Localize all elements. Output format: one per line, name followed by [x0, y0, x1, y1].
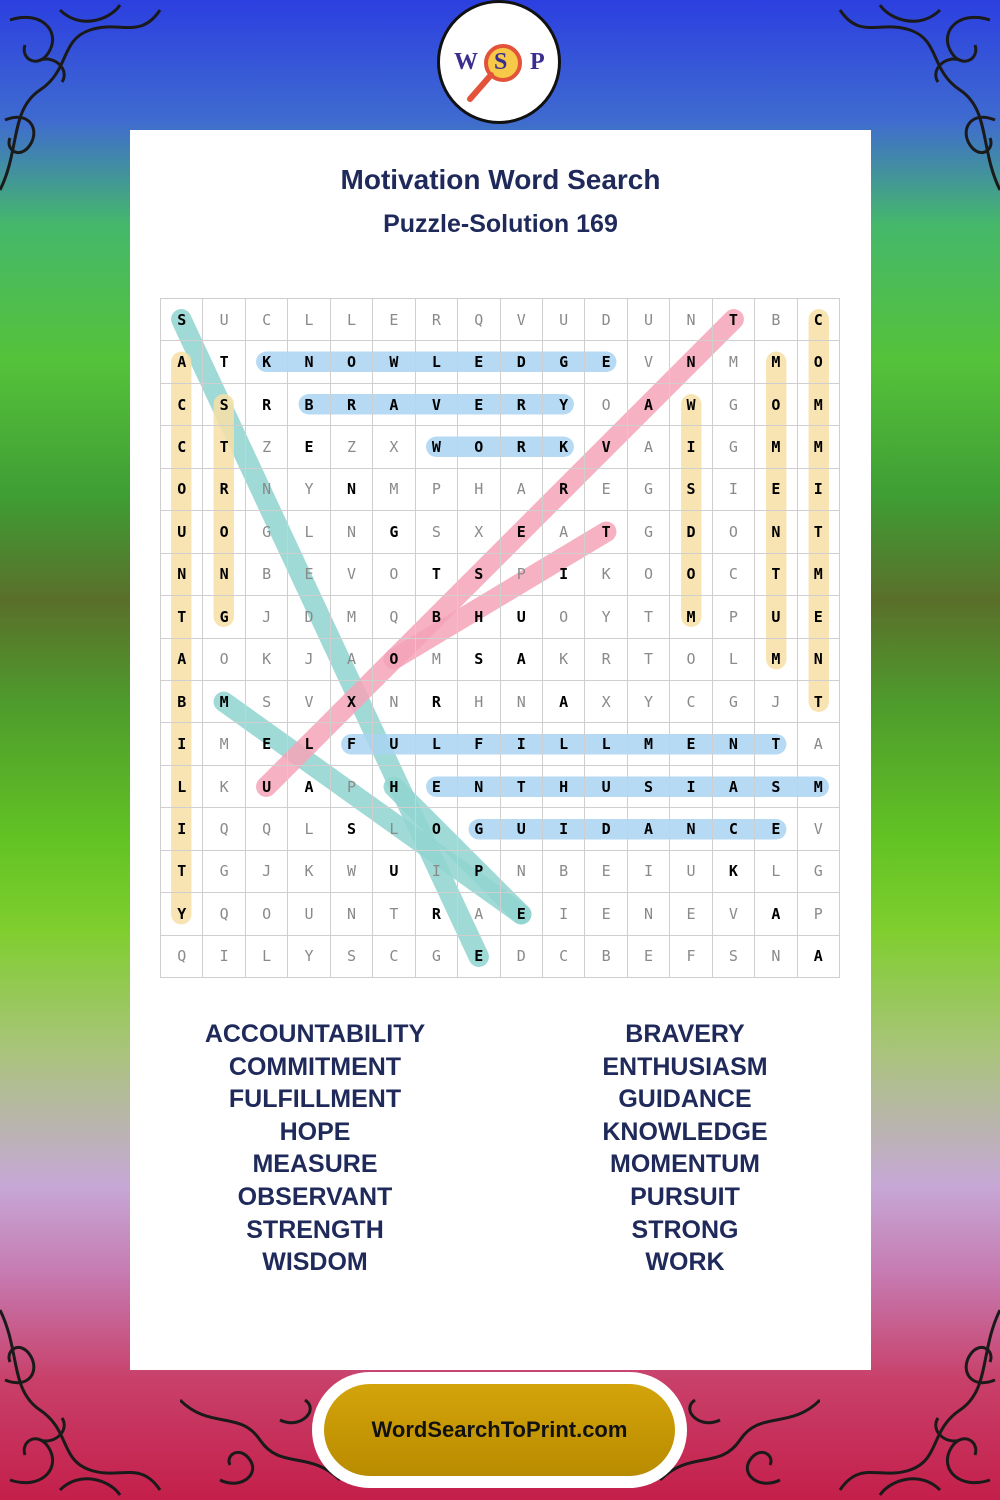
grid-cell[interactable]: L: [585, 723, 627, 765]
grid-cell[interactable]: X: [373, 426, 415, 468]
grid-cell[interactable]: E: [670, 893, 712, 935]
grid-cell[interactable]: U: [288, 893, 330, 935]
grid-cell[interactable]: K: [543, 639, 585, 681]
grid-cell[interactable]: I: [628, 851, 670, 893]
grid-cell[interactable]: M: [798, 554, 840, 596]
grid-cell[interactable]: A: [331, 639, 373, 681]
word-list-item: GUIDANCE: [618, 1085, 752, 1114]
grid-cell[interactable]: A: [755, 893, 797, 935]
grid-cell[interactable]: J: [246, 596, 288, 638]
grid-cell[interactable]: M: [713, 341, 755, 383]
grid-cell[interactable]: O: [798, 341, 840, 383]
grid-cell[interactable]: S: [161, 299, 203, 341]
grid-cell[interactable]: A: [543, 681, 585, 723]
grid-cell[interactable]: C: [373, 936, 415, 978]
grid-cell[interactable]: U: [501, 808, 543, 850]
grid-cell[interactable]: A: [161, 639, 203, 681]
grid-cell[interactable]: M: [373, 469, 415, 511]
grid-cell[interactable]: E: [458, 936, 500, 978]
grid-cell[interactable]: T: [203, 341, 245, 383]
grid-cell[interactable]: X: [458, 511, 500, 553]
grid-cell[interactable]: I: [543, 893, 585, 935]
grid-cell[interactable]: O: [161, 469, 203, 511]
grid-cell[interactable]: O: [416, 808, 458, 850]
grid-cell[interactable]: S: [331, 808, 373, 850]
grid-cell[interactable]: G: [246, 511, 288, 553]
word-list-item: OBSERVANT: [237, 1182, 393, 1211]
grid-cell[interactable]: O: [373, 554, 415, 596]
grid-cell[interactable]: O: [755, 384, 797, 426]
word-search-grid: [160, 298, 840, 978]
grid-cell[interactable]: N: [331, 469, 373, 511]
grid-cell[interactable]: H: [458, 681, 500, 723]
grid-cell[interactable]: V: [416, 384, 458, 426]
grid-cell[interactable]: N: [755, 936, 797, 978]
word-list-item: PURSUIT: [630, 1182, 740, 1211]
grid-cell[interactable]: R: [331, 384, 373, 426]
grid-cell[interactable]: M: [416, 639, 458, 681]
grid-cell[interactable]: P: [798, 893, 840, 935]
grid-cell[interactable]: L: [288, 723, 330, 765]
word-list-item: STRENGTH: [246, 1215, 384, 1244]
grid-cell[interactable]: L: [543, 723, 585, 765]
grid-cell[interactable]: W: [331, 851, 373, 893]
grid-cell[interactable]: M: [670, 596, 712, 638]
grid-cell[interactable]: P: [416, 469, 458, 511]
grid-cell[interactable]: M: [203, 723, 245, 765]
grid-cell[interactable]: E: [458, 341, 500, 383]
grid-cell[interactable]: M: [798, 426, 840, 468]
word-list-item: WORK: [645, 1248, 725, 1277]
grid-cell[interactable]: C: [713, 554, 755, 596]
grid-cell[interactable]: N: [670, 299, 712, 341]
grid-cell[interactable]: N: [373, 681, 415, 723]
grid-cell[interactable]: F: [331, 723, 373, 765]
word-list-item: BRAVERY: [625, 1020, 745, 1048]
grid-cell[interactable]: G: [628, 511, 670, 553]
grid-cell[interactable]: E: [585, 893, 627, 935]
grid-cell[interactable]: I: [713, 469, 755, 511]
grid-cell[interactable]: T: [713, 299, 755, 341]
grid-cell[interactable]: B: [161, 681, 203, 723]
logo-letter-s: S: [494, 49, 508, 75]
grid-cell[interactable]: B: [246, 554, 288, 596]
grid-cell[interactable]: L: [288, 808, 330, 850]
grid-cell[interactable]: U: [755, 596, 797, 638]
word-list-item: ACCOUNTABILITY: [204, 1020, 426, 1048]
grid-cell[interactable]: A: [628, 808, 670, 850]
page-subtitle: Puzzle-Solution 169: [383, 210, 618, 238]
grid-cell[interactable]: K: [246, 341, 288, 383]
grid-cell[interactable]: N: [670, 808, 712, 850]
grid-cell[interactable]: W: [670, 384, 712, 426]
grid-cell[interactable]: V: [798, 808, 840, 850]
grid-cell[interactable]: O: [670, 554, 712, 596]
grid-cell[interactable]: E: [288, 554, 330, 596]
grid-cell[interactable]: U: [373, 851, 415, 893]
grid-cell[interactable]: P: [458, 851, 500, 893]
grid-cell[interactable]: R: [501, 384, 543, 426]
grid-cell[interactable]: K: [203, 766, 245, 808]
grid-cell[interactable]: L: [288, 299, 330, 341]
grid-cell[interactable]: S: [331, 936, 373, 978]
grid-cell[interactable]: M: [203, 681, 245, 723]
grid-cell[interactable]: R: [416, 681, 458, 723]
grid-cell[interactable]: D: [288, 596, 330, 638]
grid-cell[interactable]: V: [585, 426, 627, 468]
grid-cell[interactable]: V: [331, 554, 373, 596]
grid-cell[interactable]: G: [713, 426, 755, 468]
grid-cell[interactable]: I: [161, 808, 203, 850]
grid-cell[interactable]: G: [416, 936, 458, 978]
grid-cell[interactable]: Y: [543, 384, 585, 426]
grid-cell[interactable]: R: [246, 384, 288, 426]
grid-cell[interactable]: Q: [246, 808, 288, 850]
grid-cell[interactable]: L: [416, 723, 458, 765]
grid-cell[interactable]: W: [416, 426, 458, 468]
grid-cell[interactable]: M: [331, 596, 373, 638]
grid-cell[interactable]: S: [670, 469, 712, 511]
grid-cell[interactable]: U: [585, 766, 627, 808]
grid-cell[interactable]: J: [288, 639, 330, 681]
grid-cell[interactable]: E: [246, 723, 288, 765]
word-list-item: MOMENTUM: [610, 1150, 760, 1179]
site-link-button[interactable]: [312, 1372, 687, 1488]
grid-cell[interactable]: E: [288, 426, 330, 468]
grid-cell[interactable]: M: [755, 426, 797, 468]
grid-cell[interactable]: T: [755, 554, 797, 596]
grid-cell[interactable]: B: [416, 596, 458, 638]
grid-cell[interactable]: S: [458, 639, 500, 681]
grid-cell[interactable]: O: [713, 511, 755, 553]
grid-cell[interactable]: O: [203, 511, 245, 553]
grid-cell[interactable]: N: [670, 341, 712, 383]
grid-cell[interactable]: L: [246, 936, 288, 978]
grid-cell[interactable]: L: [416, 341, 458, 383]
grid-cell[interactable]: R: [543, 469, 585, 511]
word-list-left: [130, 1018, 500, 1279]
grid-cell[interactable]: H: [543, 766, 585, 808]
grid-cell[interactable]: O: [203, 639, 245, 681]
grid-cell[interactable]: N: [331, 511, 373, 553]
grid-cell[interactable]: K: [585, 554, 627, 596]
grid-cell[interactable]: I: [543, 808, 585, 850]
grid-cell[interactable]: G: [203, 596, 245, 638]
grid-cell[interactable]: M: [755, 639, 797, 681]
grid-cell[interactable]: V: [628, 341, 670, 383]
grid-cell[interactable]: S: [755, 766, 797, 808]
grid-cell[interactable]: A: [543, 511, 585, 553]
grid-cell[interactable]: U: [628, 299, 670, 341]
grid-cell[interactable]: S: [246, 681, 288, 723]
grid-cell[interactable]: C: [161, 426, 203, 468]
grid-cell[interactable]: Y: [288, 936, 330, 978]
grid-cell[interactable]: B: [585, 936, 627, 978]
grid-cell[interactable]: T: [798, 681, 840, 723]
grid-cell[interactable]: L: [288, 511, 330, 553]
grid-cell[interactable]: T: [161, 851, 203, 893]
grid-cell[interactable]: R: [501, 426, 543, 468]
grid-cell[interactable]: A: [288, 766, 330, 808]
grid-cell[interactable]: R: [585, 639, 627, 681]
grid-cell[interactable]: E: [670, 723, 712, 765]
grid-cell[interactable]: U: [670, 851, 712, 893]
grid-cell[interactable]: R: [416, 299, 458, 341]
grid-cell[interactable]: B: [288, 384, 330, 426]
grid-cell[interactable]: I: [543, 554, 585, 596]
grid-cell[interactable]: T: [798, 511, 840, 553]
grid-cell[interactable]: Q: [203, 808, 245, 850]
grid-cell[interactable]: U: [246, 766, 288, 808]
grid-cell[interactable]: N: [798, 639, 840, 681]
grid-cell[interactable]: N: [331, 893, 373, 935]
grid-cell[interactable]: P: [331, 766, 373, 808]
grid-cell[interactable]: X: [585, 681, 627, 723]
grid-cell[interactable]: T: [628, 639, 670, 681]
grid-cell[interactable]: C: [670, 681, 712, 723]
grid-cell[interactable]: T: [755, 723, 797, 765]
grid-cell[interactable]: G: [628, 469, 670, 511]
logo-letter-w: W: [454, 49, 478, 75]
grid-cell[interactable]: U: [161, 511, 203, 553]
grid-cell[interactable]: W: [373, 341, 415, 383]
grid-cell[interactable]: K: [543, 426, 585, 468]
grid-cell[interactable]: B: [543, 851, 585, 893]
grid-cell[interactable]: K: [246, 639, 288, 681]
grid-cell[interactable]: S: [416, 511, 458, 553]
grid-cell[interactable]: N: [755, 511, 797, 553]
grid-cell[interactable]: V: [713, 893, 755, 935]
grid-cell[interactable]: K: [713, 851, 755, 893]
grid-cell[interactable]: L: [713, 639, 755, 681]
grid-cell[interactable]: U: [543, 299, 585, 341]
grid-cell[interactable]: T: [161, 596, 203, 638]
grid-cell[interactable]: U: [203, 299, 245, 341]
grid-cell[interactable]: P: [501, 554, 543, 596]
grid-cell[interactable]: N: [203, 554, 245, 596]
grid-cell[interactable]: E: [585, 469, 627, 511]
grid-cell[interactable]: X: [331, 681, 373, 723]
word-list-item: HOPE: [279, 1117, 351, 1146]
grid-cell[interactable]: D: [501, 341, 543, 383]
logo-letter-p: P: [530, 49, 545, 75]
grid-cell[interactable]: A: [161, 341, 203, 383]
grid-cell[interactable]: P: [713, 596, 755, 638]
grid-cell[interactable]: R: [203, 469, 245, 511]
word-list-item: ENTHUSIASM: [602, 1052, 768, 1081]
grid-cell[interactable]: G: [713, 384, 755, 426]
grid-cell[interactable]: N: [246, 469, 288, 511]
grid-cell[interactable]: F: [670, 936, 712, 978]
grid-cell[interactable]: I: [416, 851, 458, 893]
grid-cell[interactable]: E: [458, 384, 500, 426]
grid-cell[interactable]: N: [501, 851, 543, 893]
grid-cell[interactable]: G: [458, 808, 500, 850]
grid-cell[interactable]: T: [628, 596, 670, 638]
grid-cell[interactable]: H: [373, 766, 415, 808]
grid-cell[interactable]: Y: [288, 469, 330, 511]
grid-cell[interactable]: A: [501, 639, 543, 681]
grid-cell[interactable]: S: [458, 554, 500, 596]
page-title: Motivation Word Search: [340, 164, 661, 195]
grid-cell[interactable]: S: [628, 766, 670, 808]
letter-grid: [160, 298, 840, 978]
word-list-item: COMMITMENT: [228, 1052, 402, 1081]
grid-cell[interactable]: I: [203, 936, 245, 978]
grid-cell[interactable]: Q: [373, 596, 415, 638]
grid-cell[interactable]: N: [288, 341, 330, 383]
grid-cell[interactable]: E: [585, 851, 627, 893]
grid-cell[interactable]: H: [458, 469, 500, 511]
grid-cell[interactable]: C: [161, 384, 203, 426]
grid-cell[interactable]: M: [798, 766, 840, 808]
grid-cell[interactable]: I: [670, 426, 712, 468]
grid-cell[interactable]: T: [203, 426, 245, 468]
grid-cell[interactable]: L: [373, 808, 415, 850]
grid-cell[interactable]: N: [501, 681, 543, 723]
grid-cell[interactable]: A: [798, 723, 840, 765]
grid-cell[interactable]: T: [501, 766, 543, 808]
grid-cell[interactable]: V: [288, 681, 330, 723]
grid-cell[interactable]: R: [416, 893, 458, 935]
grid-cell[interactable]: O: [458, 426, 500, 468]
grid-cell[interactable]: C: [713, 808, 755, 850]
grid-cell[interactable]: J: [246, 851, 288, 893]
grid-cell[interactable]: I: [670, 766, 712, 808]
grid-cell[interactable]: A: [798, 936, 840, 978]
grid-cell[interactable]: F: [458, 723, 500, 765]
grid-cell[interactable]: T: [416, 554, 458, 596]
word-list-item: STRONG: [631, 1215, 739, 1244]
grid-cell[interactable]: Y: [161, 893, 203, 935]
grid-cell[interactable]: Q: [161, 936, 203, 978]
grid-cell[interactable]: G: [543, 341, 585, 383]
grid-cell[interactable]: N: [713, 723, 755, 765]
grid-cell[interactable]: T: [585, 511, 627, 553]
grid-cell[interactable]: N: [458, 766, 500, 808]
grid-cell[interactable]: Y: [628, 681, 670, 723]
grid-cell[interactable]: M: [755, 341, 797, 383]
grid-cell[interactable]: O: [670, 639, 712, 681]
grid-cell[interactable]: L: [161, 766, 203, 808]
grid-cell[interactable]: I: [798, 469, 840, 511]
grid-cell[interactable]: G: [203, 851, 245, 893]
grid-cell[interactable]: O: [628, 554, 670, 596]
grid-cell[interactable]: O: [543, 596, 585, 638]
grid-cell[interactable]: A: [628, 384, 670, 426]
grid-cell[interactable]: N: [628, 893, 670, 935]
grid-cell[interactable]: M: [798, 384, 840, 426]
grid-cell[interactable]: E: [585, 341, 627, 383]
grid-cell[interactable]: U: [501, 596, 543, 638]
grid-cell[interactable]: H: [458, 596, 500, 638]
grid-cell[interactable]: K: [288, 851, 330, 893]
grid-cell[interactable]: E: [755, 808, 797, 850]
grid-cell[interactable]: Q: [203, 893, 245, 935]
puzzle-card: [130, 130, 871, 1370]
grid-cell[interactable]: U: [373, 723, 415, 765]
grid-cell[interactable]: D: [670, 511, 712, 553]
grid-cell[interactable]: C: [246, 299, 288, 341]
grid-cell[interactable]: E: [798, 596, 840, 638]
grid-cell[interactable]: B: [755, 299, 797, 341]
grid-cell[interactable]: D: [501, 936, 543, 978]
grid-cell[interactable]: M: [628, 723, 670, 765]
grid-cell[interactable]: V: [501, 299, 543, 341]
grid-cell[interactable]: N: [161, 554, 203, 596]
grid-cell[interactable]: E: [501, 511, 543, 553]
grid-cell[interactable]: O: [331, 341, 373, 383]
grid-cell[interactable]: E: [373, 299, 415, 341]
grid-cell[interactable]: G: [713, 681, 755, 723]
grid-cell[interactable]: A: [501, 469, 543, 511]
grid-cell[interactable]: E: [628, 936, 670, 978]
word-list-item: MEASURE: [252, 1150, 378, 1179]
grid-cell[interactable]: D: [585, 299, 627, 341]
grid-cell[interactable]: L: [755, 851, 797, 893]
grid-cell[interactable]: I: [161, 723, 203, 765]
grid-cell[interactable]: J: [755, 681, 797, 723]
word-list-item: FULFILLMENT: [228, 1085, 402, 1114]
grid-cell[interactable]: C: [798, 299, 840, 341]
word-list-right: [500, 1018, 870, 1279]
grid-cell[interactable]: Y: [585, 596, 627, 638]
grid-cell[interactable]: G: [798, 851, 840, 893]
grid-cell[interactable]: L: [331, 299, 373, 341]
site-link-label: WordSearchToPrint.com: [324, 1384, 675, 1476]
grid-cell[interactable]: E: [501, 893, 543, 935]
grid-cell[interactable]: G: [373, 511, 415, 553]
grid-cell[interactable]: O: [246, 893, 288, 935]
word-list-item: KNOWLEDGE: [602, 1117, 768, 1146]
grid-cell[interactable]: S: [713, 936, 755, 978]
grid-cell[interactable]: E: [755, 469, 797, 511]
grid-cell[interactable]: S: [203, 384, 245, 426]
grid-cell[interactable]: A: [713, 766, 755, 808]
grid-cell[interactable]: Z: [331, 426, 373, 468]
grid-cell[interactable]: T: [373, 893, 415, 935]
grid-cell[interactable]: I: [501, 723, 543, 765]
grid-cell[interactable]: O: [373, 639, 415, 681]
grid-cell[interactable]: E: [416, 766, 458, 808]
grid-cell[interactable]: A: [628, 426, 670, 468]
grid-cell[interactable]: Z: [246, 426, 288, 468]
grid-cell[interactable]: A: [458, 893, 500, 935]
grid-cell[interactable]: Q: [458, 299, 500, 341]
grid-cell[interactable]: D: [585, 808, 627, 850]
word-list-item: WISDOM: [262, 1248, 368, 1277]
site-logo[interactable]: [437, 0, 561, 124]
grid-cell[interactable]: A: [373, 384, 415, 426]
grid-cell[interactable]: C: [543, 936, 585, 978]
grid-cell[interactable]: O: [585, 384, 627, 426]
